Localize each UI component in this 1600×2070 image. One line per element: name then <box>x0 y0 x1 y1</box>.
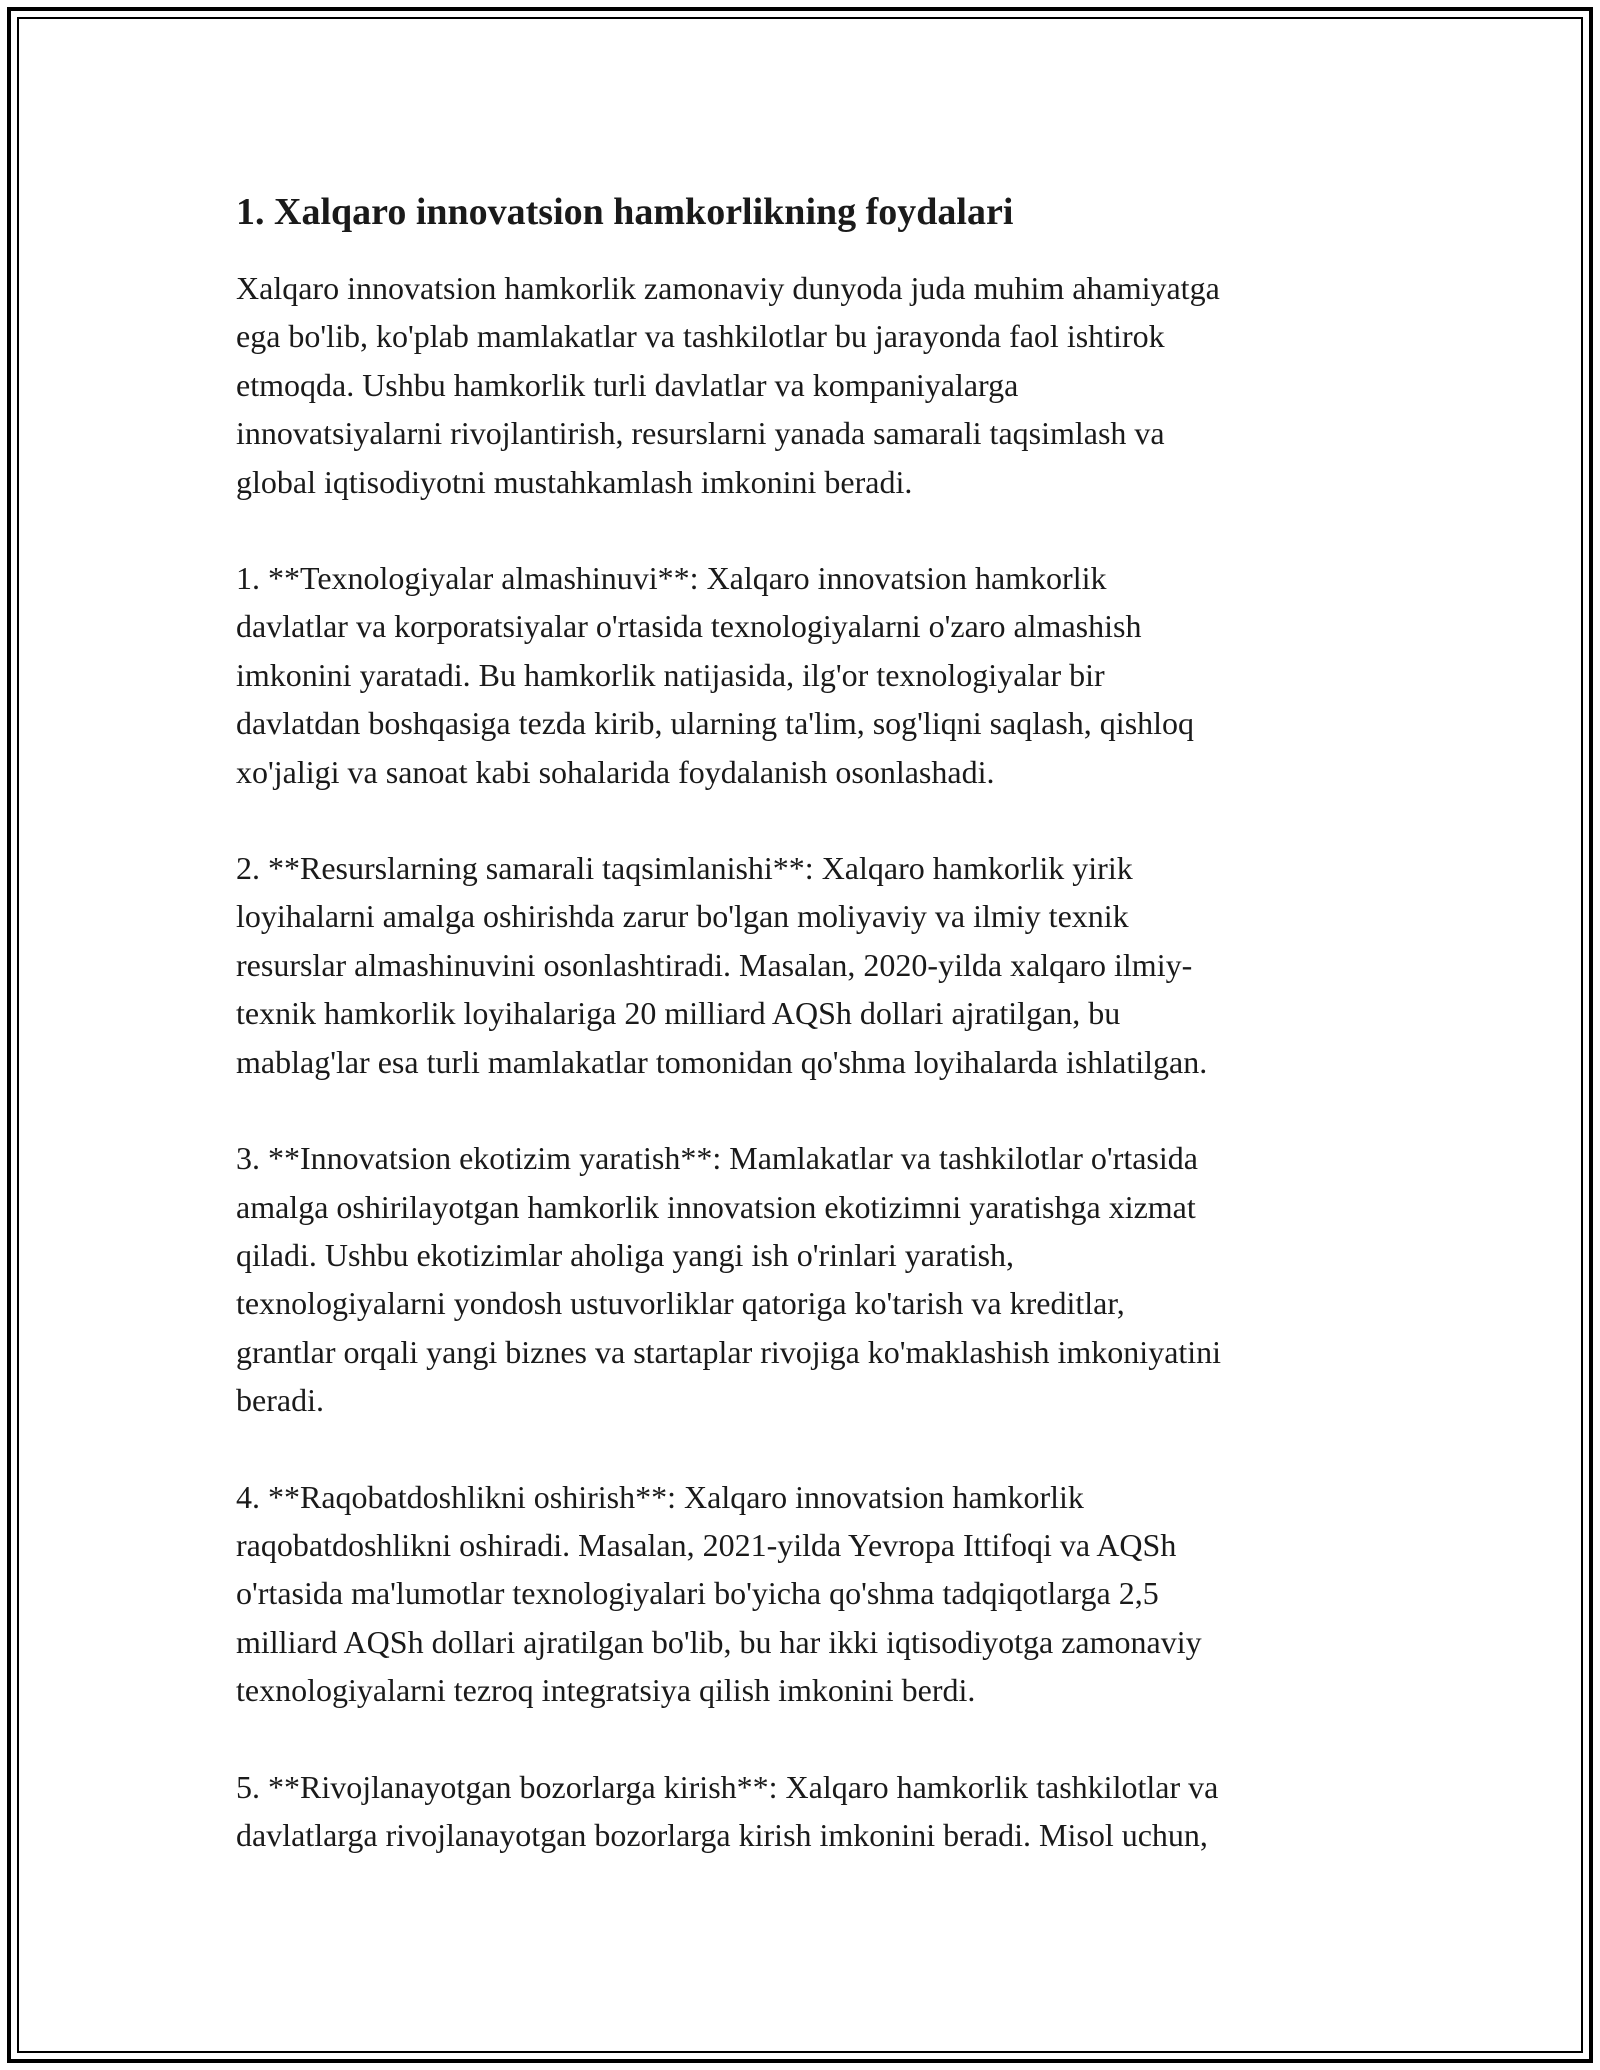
section-heading: 1. Xalqaro innovatsion hamkorlikning foydalari <box>236 191 1014 233</box>
list-item-technology-exchange: 1. **Texnologiyalar almashinuvi**: Xalqaro innovatsion hamkorlik davlatlar va korporatsiyalar o'rtasida texnologiyalarni o'zaro almashish imkonini yaratadi. Bu hamkorlik natijasida, ilg'or texnologiyalar bir davlatdan boshqasiga tezda kirib, ularning ta'lim, sog'liqni saqlash, qishloq xo'jaligi va sanoat kabi sohalarida foydalanish osonlashadi. <box>236 560 1195 790</box>
list-item-emerging-markets: 5. **Rivojlanayotgan bozorlarga kirish**: Xalqaro hamkorlik tashkilotlar va davlatlarga rivojlanayotgan bozorlarga kirish imkonini beradi. Misol uchun, <box>236 1768 1219 1853</box>
list-item-competitiveness: 4. **Raqobatdoshlikni oshirish**: Xalqaro innovatsion hamkorlik raqobatdoshlikni oshiradi. Masalan, 2021-yilda Yevropa Ittifoqi va AQSh o'rtasida ma'lumotlar texnologiyalari bo'yicha qo'shma tadqiqotlarga 2,5 milliard AQSh dollari ajratilgan bo'lib, bu har ikki iqtisodiyotga zamonaviy texnologiyalarni tezroq integratsiya qilish imkonini berdi. <box>236 1478 1202 1709</box>
list-item-innovation-ecosystem: 3. **Innovatsion ekotizim yaratish**: Mamlakatlar va tashkilotlar o'rtasida amalga oshirilayotgan hamkorlik innovatsion ekotizimni yaratishga xizmat qiladi. Ushbu ekotizimlar aholiga yangi ish o'rinlari yaratish, texnologiyalarni yondosh ustuvorliklar qatoriga ko'tarish va kreditlar, grantlar orqali yangi biznes va startaplar rivojiga ko'maklashish imkoniyatini beradi. <box>236 1140 1222 1419</box>
intro-paragraph: Xalqaro innovatsion hamkorlik zamonaviy dunyoda juda muhim ahamiyatga ega bo'lib, ko'plab mamlakatlar va tashkilotlar bu jarayonda faol ishtirok etmoqda. Ushbu hamkorlik turli davlatlar va kompaniyalarga innovatsiyalarni rivojlantirish, resurslarni yanada samarali taqsimlash va global iqtisodiyotni mustahkamlash imkonini beradi. <box>236 270 1220 500</box>
list-item-resource-allocation: 2. **Resurslarning samarali taqsimlanishi**: Xalqaro hamkorlik yirik loyihalarni amalga oshirishda zarur bo'lgan moliyaviy va ilmiy texnik resurslar almashinuvini osonlashtiradi. Masalan, 2020-yilda xalqaro ilmiy- texnik hamkorlik loyihalariga 20 milliard AQSh dollari ajratilgan, bu mablag'lar esa turli mamlakatlar tomonidan qo'shma loyihalarda ishlatilgan. <box>236 850 1208 1080</box>
document-body <box>236 184 1376 1907</box>
